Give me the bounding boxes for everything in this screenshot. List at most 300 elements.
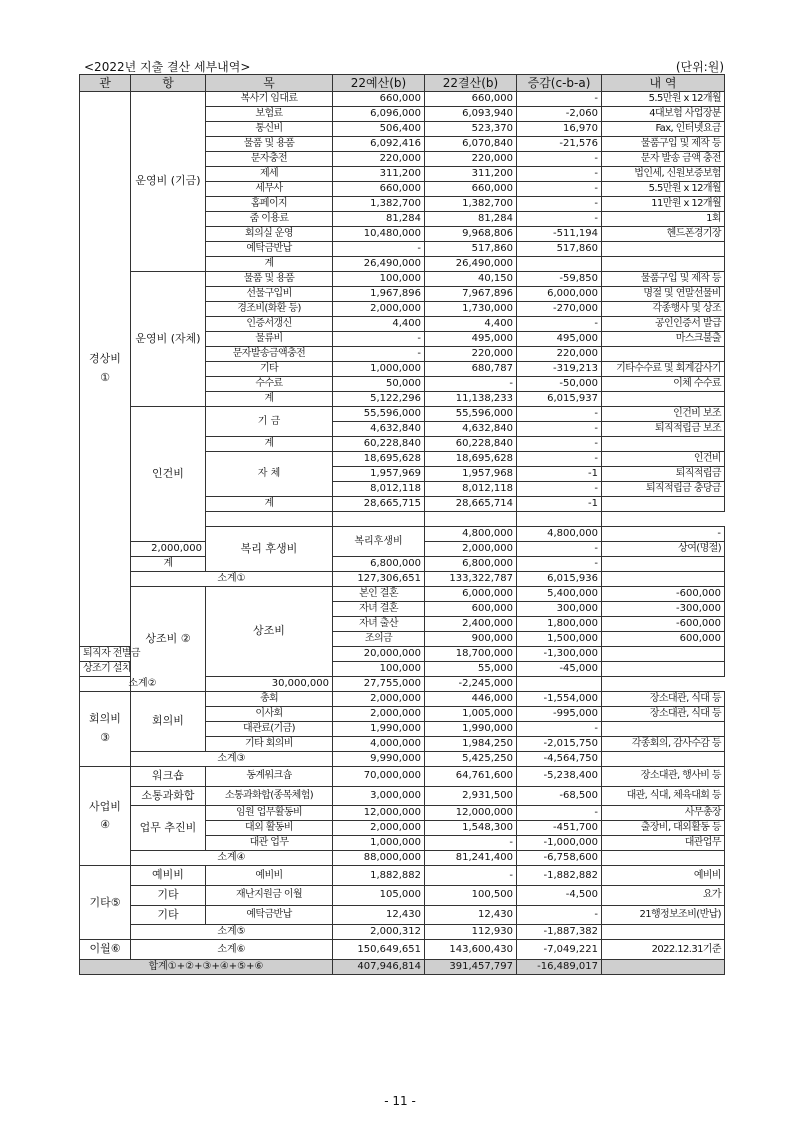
diff-cell: - <box>517 197 602 212</box>
budget-cell: 10,480,000 <box>333 227 425 242</box>
result-cell: 446,000 <box>425 692 517 707</box>
diff-cell <box>517 257 602 272</box>
result-cell: 2,931,500 <box>425 786 517 806</box>
mok-cell: 계 <box>206 392 333 407</box>
result-cell: 5,425,250 <box>425 752 517 767</box>
hang-cell: 운영비 (자체) <box>131 272 206 407</box>
table-body <box>80 92 725 960</box>
table-row <box>80 786 725 806</box>
table-header-row <box>80 75 725 92</box>
subtotal-label: 소계② <box>80 677 206 692</box>
budget-cell: - <box>333 347 425 362</box>
budget-cell: 55,596,000 <box>333 407 425 422</box>
diff-cell: 16,970 <box>517 122 602 137</box>
detail-cell: 공인인증서 발급 <box>602 317 725 332</box>
detail-cell: 인건비 보조 <box>602 407 725 422</box>
result-cell: 6,093,940 <box>425 107 517 122</box>
result-cell: 1,005,000 <box>425 707 517 722</box>
hang-cell: 회의비 <box>131 692 206 752</box>
hang-cell: 업무 추진비 <box>131 806 206 851</box>
mok-cell: 재난지원금 이월 <box>206 886 333 906</box>
budget-cell: 127,306,651 <box>333 572 425 587</box>
mok-cell: 이사회 <box>206 707 333 722</box>
result-cell: 311,200 <box>425 167 517 182</box>
result-cell: 27,755,000 <box>333 677 425 692</box>
result-cell: 12,430 <box>425 905 517 925</box>
detail-cell: 장소대관, 식대 등 <box>602 692 725 707</box>
detail-cell: 대관, 식대, 체육대회 등 <box>602 786 725 806</box>
total-diff: -16,489,017 <box>517 960 602 975</box>
hang-cell: 상조비 <box>206 587 333 677</box>
budget-cell <box>206 512 333 527</box>
diff-cell: 6,015,937 <box>517 392 602 407</box>
diff-cell: - <box>602 527 725 542</box>
table-row <box>80 866 725 886</box>
result-cell: 11,138,233 <box>425 392 517 407</box>
detail-cell: 요가 <box>602 886 725 906</box>
result-cell: 1,957,968 <box>425 467 517 482</box>
col-header-diff: 증감(c-b-a) <box>517 75 602 92</box>
mok-cell: 물품 및 용품 <box>206 137 333 152</box>
result-cell: 4,800,000 <box>517 527 602 542</box>
mok-cell: 예비비 <box>206 866 333 886</box>
detail-cell <box>517 677 602 692</box>
budget-cell: 20,000,000 <box>333 647 425 662</box>
detail-cell <box>602 925 725 940</box>
total-detail <box>602 960 725 975</box>
diff-cell: - <box>517 152 602 167</box>
result-cell: 28,665,714 <box>425 497 517 512</box>
col-header-gwan: 관 <box>80 75 131 92</box>
result-cell: 112,930 <box>425 925 517 940</box>
result-cell: 300,000 <box>517 602 602 617</box>
detail-cell: 4대보험 사업장분 <box>602 107 725 122</box>
diff-cell: - <box>517 806 602 821</box>
detail-cell: 퇴직적립금 보조 <box>602 422 725 437</box>
col-header-result: 22결산(b) <box>425 75 517 92</box>
result-cell: 6,800,000 <box>425 557 517 572</box>
budget-cell: 1,000,000 <box>333 836 425 851</box>
diff-cell: -1 <box>517 497 602 512</box>
budget-cell: 600,000 <box>425 602 517 617</box>
mok-cell: 물류비 <box>206 332 333 347</box>
diff-cell: -21,576 <box>517 137 602 152</box>
result-cell: 1,800,000 <box>517 617 602 632</box>
subtotal-row <box>80 752 725 767</box>
diff-cell: - <box>517 437 602 452</box>
table-row <box>80 692 725 707</box>
diff-cell: 6,000,000 <box>517 287 602 302</box>
subtotal-label: 소계① <box>131 572 333 587</box>
diff-cell: - <box>517 482 602 497</box>
diff-cell: - <box>517 212 602 227</box>
result-cell: 8,012,118 <box>425 482 517 497</box>
budget-cell: 1,967,896 <box>333 287 425 302</box>
mok-cell: 총회 <box>206 692 333 707</box>
detail-cell: 5.5만원 x 12개월 <box>602 182 725 197</box>
mok-cell: 대외 활동비 <box>206 821 333 836</box>
document-title: <2022년 지출 결산 세부내역> <box>84 60 251 74</box>
mok-cell: 임원 업무활동비 <box>206 806 333 821</box>
detail-cell: 2022.12.31기준 <box>602 940 725 960</box>
diff-cell: -300,000 <box>602 602 725 617</box>
result-cell: 660,000 <box>425 92 517 107</box>
table-row <box>80 407 725 422</box>
col-header-budget: 22예산(b) <box>333 75 425 92</box>
detail-cell: 이체 수수료 <box>602 377 725 392</box>
detail-cell: 물품구입 및 제작 등 <box>602 272 725 287</box>
table-row <box>80 905 725 925</box>
gwan-cell: 경상비 ① <box>80 92 131 647</box>
hang-cell: 기타 <box>131 886 206 906</box>
diff-cell: -1 <box>517 467 602 482</box>
detail-cell: 명절 및 연말선물비 <box>602 287 725 302</box>
detail-cell: 21행정보조비(반납) <box>602 905 725 925</box>
table-row <box>80 806 725 821</box>
mok-cell: 자 체 <box>206 452 333 497</box>
result-cell: 1,548,300 <box>425 821 517 836</box>
result-cell: 64,761,600 <box>425 767 517 787</box>
result-cell: 55,596,000 <box>425 407 517 422</box>
mok-cell: 복리후생비 <box>333 527 425 557</box>
detail-cell: 문자 발송 금액 충전 <box>602 152 725 167</box>
diff-cell: -1,000,000 <box>517 836 602 851</box>
result-cell: 40,150 <box>425 272 517 287</box>
result-cell: 133,322,787 <box>425 572 517 587</box>
result-cell: 4,632,840 <box>425 422 517 437</box>
subtotal-row <box>80 677 725 692</box>
subtotal-label: 소계⑥ <box>131 940 333 960</box>
detail-cell <box>602 437 725 452</box>
diff-cell: - <box>517 167 602 182</box>
subtotal-label: 소계④ <box>131 851 333 866</box>
budget-cell: 4,000,000 <box>333 737 425 752</box>
detail-cell: 1회 <box>602 212 725 227</box>
result-cell: 1,990,000 <box>425 722 517 737</box>
result-cell: 81,241,400 <box>425 851 517 866</box>
result-cell: 220,000 <box>425 347 517 362</box>
subtotal-label: 소계⑤ <box>131 925 333 940</box>
diff-cell: -600,000 <box>602 617 725 632</box>
diff-cell: -1,882,882 <box>517 866 602 886</box>
total-row <box>80 960 725 975</box>
hang-cell: 소통과화합 <box>131 786 206 806</box>
detail-cell: 장소대관, 행사비 등 <box>602 767 725 787</box>
budget-cell: 1,882,882 <box>333 866 425 886</box>
detail-cell: 퇴직적립금 <box>602 467 725 482</box>
mok-cell: 문자발송금액충전 <box>206 347 333 362</box>
diff-cell: -1,300,000 <box>517 647 602 662</box>
hang-cell: 기타 <box>131 905 206 925</box>
diff-cell: -45,000 <box>517 662 602 677</box>
mok-cell: 제세 <box>206 167 333 182</box>
mok-cell: 복사기 임대료 <box>206 92 333 107</box>
detail-cell <box>517 512 602 527</box>
subtotal-row <box>80 572 725 587</box>
detail-cell <box>602 242 725 257</box>
mok-cell: 계 <box>206 257 333 272</box>
budget-cell: 12,000,000 <box>333 806 425 821</box>
budget-cell: 30,000,000 <box>206 677 333 692</box>
diff-cell: -59,850 <box>517 272 602 287</box>
result-cell: 9,968,806 <box>425 227 517 242</box>
diff-cell: - <box>517 905 602 925</box>
result-cell: 60,228,840 <box>425 437 517 452</box>
budget-cell: 70,000,000 <box>333 767 425 787</box>
detail-cell: 물품구입 및 제작 등 <box>602 137 725 152</box>
budget-cell: 2,000,312 <box>333 925 425 940</box>
budget-cell: 2,000,000 <box>333 692 425 707</box>
budget-cell: 4,800,000 <box>425 527 517 542</box>
diff-cell: -270,000 <box>517 302 602 317</box>
mok-cell: 기 금 <box>206 407 333 437</box>
result-cell: 517,860 <box>425 242 517 257</box>
budget-cell: 4,400 <box>333 317 425 332</box>
mok-cell: 계 <box>206 497 333 512</box>
total-budget: 407,946,814 <box>333 960 425 975</box>
diff-cell: 6,015,936 <box>517 572 602 587</box>
budget-cell: 2,000,000 <box>333 821 425 836</box>
mok-cell: 대관 업무 <box>206 836 333 851</box>
result-cell: 18,700,000 <box>425 647 517 662</box>
col-header-hang: 항 <box>131 75 206 92</box>
table-row <box>80 272 725 287</box>
budget-cell: 60,228,840 <box>333 437 425 452</box>
detail-cell: 기타수수료 및 회계감사기 <box>602 362 725 377</box>
mok-cell: 홈페이지 <box>206 197 333 212</box>
detail-cell <box>602 662 725 677</box>
budget-cell: 50,000 <box>333 377 425 392</box>
detail-cell: 상여(명절) <box>602 542 725 557</box>
result-cell: 26,490,000 <box>425 257 517 272</box>
diff-cell: -600,000 <box>602 587 725 602</box>
table-row <box>80 557 725 572</box>
budget-cell: 4,632,840 <box>333 422 425 437</box>
mok-cell: 경조비(화환 등) <box>206 302 333 317</box>
detail-cell: 11만원 x 12개월 <box>602 197 725 212</box>
budget-cell: 26,490,000 <box>333 257 425 272</box>
total-result: 391,457,797 <box>425 960 517 975</box>
total-label: 합계①+②+③+④+⑤+⑥ <box>80 960 333 975</box>
result-cell: 4,400 <box>425 317 517 332</box>
diff-cell: -2,245,000 <box>425 677 517 692</box>
result-cell: 5,400,000 <box>517 587 602 602</box>
diff-cell: -319,213 <box>517 362 602 377</box>
detail-cell <box>602 497 725 512</box>
result-cell <box>333 512 425 527</box>
result-cell: 220,000 <box>425 152 517 167</box>
subtotal-row <box>80 940 725 960</box>
budget-cell: 9,990,000 <box>333 752 425 767</box>
detail-cell <box>602 647 725 662</box>
mok-cell: 대관료(기금) <box>206 722 333 737</box>
mok-cell: 인증서갱신 <box>206 317 333 332</box>
col-header-detail: 내 역 <box>602 75 725 92</box>
expense-table <box>79 74 725 975</box>
diff-cell: - <box>517 92 602 107</box>
mok-cell: 본인 결혼 <box>333 587 425 602</box>
budget-cell: 660,000 <box>333 182 425 197</box>
result-cell: - <box>425 866 517 886</box>
budget-cell: 88,000,000 <box>333 851 425 866</box>
detail-cell: 장소대관, 식대 등 <box>602 707 725 722</box>
budget-cell: 1,990,000 <box>333 722 425 737</box>
budget-cell: 2,000,000 <box>333 707 425 722</box>
result-cell: 1,500,000 <box>517 632 602 647</box>
table-row <box>80 587 725 602</box>
diff-cell: -68,500 <box>517 786 602 806</box>
table-row <box>80 767 725 787</box>
diff-cell: - <box>517 317 602 332</box>
result-cell: 100,500 <box>425 886 517 906</box>
table-row <box>80 886 725 906</box>
detail-cell: 각종회의, 감사수감 등 <box>602 737 725 752</box>
budget-cell: 105,000 <box>333 886 425 906</box>
budget-cell: 5,122,296 <box>333 392 425 407</box>
result-cell: 18,695,628 <box>425 452 517 467</box>
gwan-cell: 기타⑤ <box>80 866 131 940</box>
detail-cell: 각종행사 및 상조 <box>602 302 725 317</box>
mok-cell: 상조기 설치 <box>80 662 131 677</box>
hang-cell: 인건비 <box>131 407 206 542</box>
diff-cell: - <box>517 422 602 437</box>
budget-cell: 2,400,000 <box>425 617 517 632</box>
budget-cell: 6,096,000 <box>333 107 425 122</box>
subtotal-row <box>80 925 725 940</box>
mok-cell: 수수료 <box>206 377 333 392</box>
result-cell: 495,000 <box>425 332 517 347</box>
result-cell: 81,284 <box>425 212 517 227</box>
gwan-cell: 상조비 ② <box>131 587 206 692</box>
mok-cell: 물품 및 용품 <box>206 272 333 287</box>
budget-cell: 6,092,416 <box>333 137 425 152</box>
mok-cell: 자녀 결혼 <box>333 602 425 617</box>
result-cell: 12,000,000 <box>425 806 517 821</box>
detail-cell <box>602 851 725 866</box>
hang-cell: 워크숍 <box>131 767 206 787</box>
budget-cell: 660,000 <box>333 92 425 107</box>
mok-cell: 퇴직자 전별금 <box>80 647 131 662</box>
detail-cell: 법인세, 신원보증보험 <box>602 167 725 182</box>
hang-cell: 예비비 <box>131 866 206 886</box>
detail-cell <box>602 392 725 407</box>
diff-cell: -50,000 <box>517 377 602 392</box>
budget-cell: - <box>333 332 425 347</box>
diff-cell: -2,015,750 <box>517 737 602 752</box>
detail-cell <box>602 722 725 737</box>
diff-cell: -7,049,221 <box>517 940 602 960</box>
diff-cell: - <box>517 407 602 422</box>
budget-cell: 1,000,000 <box>333 362 425 377</box>
page-number: - 11 - <box>384 1094 416 1108</box>
detail-cell <box>602 347 725 362</box>
detail-cell <box>602 752 725 767</box>
mok-cell: 조의금 <box>333 632 425 647</box>
budget-cell: 3,000,000 <box>333 786 425 806</box>
result-cell: 6,070,840 <box>425 137 517 152</box>
detail-cell: 퇴직적립금 충당금 <box>602 482 725 497</box>
gwan-cell: 사업비 ④ <box>80 767 131 866</box>
detail-cell: Fax, 인터넷요금 <box>602 122 725 137</box>
budget-cell: 2,000,000 <box>131 542 206 557</box>
detail-cell <box>602 257 725 272</box>
budget-cell: 506,400 <box>333 122 425 137</box>
budget-cell: 100,000 <box>333 272 425 287</box>
result-cell: 1,730,000 <box>425 302 517 317</box>
diff-cell: 517,860 <box>517 242 602 257</box>
diff-cell: 220,000 <box>517 347 602 362</box>
mok-cell: 선물구입비 <box>206 287 333 302</box>
subtotal-row <box>80 851 725 866</box>
budget-cell: 100,000 <box>333 662 425 677</box>
diff-cell: -4,500 <box>517 886 602 906</box>
result-cell: - <box>425 836 517 851</box>
budget-cell: 28,665,715 <box>333 497 425 512</box>
mok-cell: 회의실 운영 <box>206 227 333 242</box>
diff-cell: -995,000 <box>517 707 602 722</box>
budget-cell: 8,012,118 <box>333 482 425 497</box>
budget-cell: 1,957,969 <box>333 467 425 482</box>
mok-cell: 예탁금반납 <box>206 905 333 925</box>
result-cell: - <box>425 377 517 392</box>
diff-cell: -5,238,400 <box>517 767 602 787</box>
budget-cell: 18,695,628 <box>333 452 425 467</box>
detail-cell: 출장비, 대외활동 등 <box>602 821 725 836</box>
mok-cell: 줌 이용료 <box>206 212 333 227</box>
diff-cell: -4,564,750 <box>517 752 602 767</box>
budget-cell: 6,000,000 <box>425 587 517 602</box>
diff-cell: 600,000 <box>602 632 725 647</box>
diff-cell: -1,554,000 <box>517 692 602 707</box>
mok-cell: 자녀 출산 <box>333 617 425 632</box>
budget-cell: 12,430 <box>333 905 425 925</box>
mok-cell: 통신비 <box>206 122 333 137</box>
detail-cell <box>602 557 725 572</box>
gwan-cell: 회의비 ③ <box>80 692 131 767</box>
result-cell: 7,967,896 <box>425 287 517 302</box>
diff-cell <box>425 512 517 527</box>
mok-cell: 세무사 <box>206 182 333 197</box>
result-cell: 143,600,430 <box>425 940 517 960</box>
diff-cell: - <box>517 542 602 557</box>
detail-cell: 인건비 <box>602 452 725 467</box>
detail-cell: 예비비 <box>602 866 725 886</box>
result-cell: 680,787 <box>425 362 517 377</box>
col-header-mok: 목 <box>206 75 333 92</box>
detail-cell: 마스크불출 <box>602 332 725 347</box>
detail-cell: 5.5만원 x 12개월 <box>602 92 725 107</box>
detail-cell <box>602 572 725 587</box>
budget-cell: 311,200 <box>333 167 425 182</box>
mok-cell: 동계워크숍 <box>206 767 333 787</box>
mok-cell: 계 <box>131 557 206 572</box>
budget-cell: 2,000,000 <box>333 302 425 317</box>
result-cell: 2,000,000 <box>425 542 517 557</box>
diff-cell: -511,194 <box>517 227 602 242</box>
diff-cell: - <box>517 452 602 467</box>
budget-cell: 150,649,651 <box>333 940 425 960</box>
result-cell: 1,382,700 <box>425 197 517 212</box>
result-cell: 523,370 <box>425 122 517 137</box>
diff-cell: - <box>517 722 602 737</box>
gwan-cell: 이월⑥ <box>80 940 131 960</box>
diff-cell: 495,000 <box>517 332 602 347</box>
mok-cell: 보험료 <box>206 107 333 122</box>
detail-cell: 헨드폰경기장 <box>602 227 725 242</box>
diff-cell: -2,060 <box>517 107 602 122</box>
budget-cell: 6,800,000 <box>333 557 425 572</box>
result-cell: 1,984,250 <box>425 737 517 752</box>
